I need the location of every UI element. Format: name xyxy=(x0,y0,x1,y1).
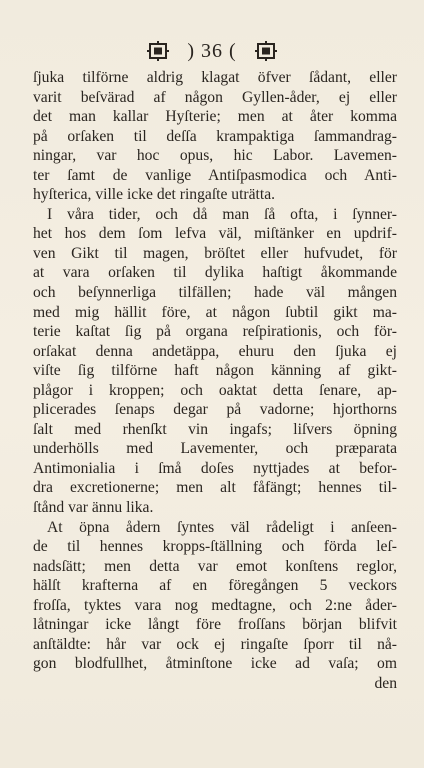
text-line: at vara orſaken til dylika haſtigt åkommande xyxy=(33,264,397,282)
text-line: det man kallar Hyſterie; men at åter komma xyxy=(33,108,397,126)
text-line: ningar, var hoc opus, hic Labor. Lavemen- xyxy=(33,147,397,165)
page-number: ) 36 ( xyxy=(187,39,237,62)
text-line: varit beſvärad af någon Gyllen-åder, ej eller xyxy=(33,88,397,106)
text-line: med mig hällit före, at någon ſubtil gikt ma- xyxy=(33,303,397,321)
ornament-icon xyxy=(147,41,169,61)
text-line: låtningar icke långt före froſſans början blifvit xyxy=(33,616,397,634)
text-line: anſtäldte: hår var ock ej ringaſte ſporr til nå- xyxy=(33,635,397,653)
text-line: terie kaſtat ſig på organa reſpirationis, och för- xyxy=(33,323,397,341)
text-line: dra excretionerne; men alt fåfängt; hennes til- xyxy=(33,479,397,497)
text-line: ſalt med rhenſkt vin ingafs; liſvers öpning xyxy=(33,420,397,438)
text-line: viſte ſig tilförne haft någon känning af gikt- xyxy=(33,362,397,380)
text-line: plicerades ſenaps degar på vadorne; hjorthorns xyxy=(33,401,397,419)
text-line: I våra tider, och då man ſå ofta, i ſynner- xyxy=(47,205,397,223)
text-line: Antimonialia i ſmå doſes nyttjades at befor- xyxy=(33,459,397,477)
body-text xyxy=(33,68,397,694)
text-line: plågor i kroppen; och oaktat detta ſenare, ap- xyxy=(33,381,397,399)
text-line: orſakat denna andetäppa, ehuru den ſjuka ej xyxy=(33,342,397,360)
text-line: hälſt krafterna af en föregången 5 veckors xyxy=(33,577,397,595)
text-line: underhölls med Lavementer, och præparata xyxy=(33,440,397,458)
text-line: de til hennes kropps-ſtällning och förda leſ- xyxy=(33,538,397,556)
ornament-icon xyxy=(255,41,277,61)
text-line: ſtånd var ännu lika. xyxy=(33,499,154,517)
text-line: hyſterica, ville icke det ringaſte uträtta. xyxy=(33,186,276,204)
text-line: nadsſätt; men detta var emot konſtens reglor, xyxy=(33,557,397,575)
text-line: ſjuka tilförne aldrig klagat öfver ſådant, eller xyxy=(33,69,397,86)
text-line: ter ſamt de vanlige Antiſpasmodica och Anti- xyxy=(33,166,397,184)
text-line: på orſaken til deſſa krampaktiga ſammandrag- xyxy=(33,127,397,145)
text-line: At öpna ådern ſyntes väl rådeligt i anſeen- xyxy=(47,518,397,536)
text-line: och beſynnerliga tilfällen; hade väl mången xyxy=(33,284,397,302)
catchword: den xyxy=(374,674,397,692)
text-line: gon blodfullhet, åtminſtone icke ad vaſa; om xyxy=(33,655,397,673)
text-line: froſſa, tyktes vara nog medtagne, och 2:ne åder- xyxy=(33,596,397,614)
page-header xyxy=(0,38,424,64)
text-line: ven Gikt til magen, bröſtet eller hufvudet, för xyxy=(33,244,397,262)
text-line: het hos dem ſom lefva väl, miſtänker en updrif- xyxy=(33,225,397,243)
